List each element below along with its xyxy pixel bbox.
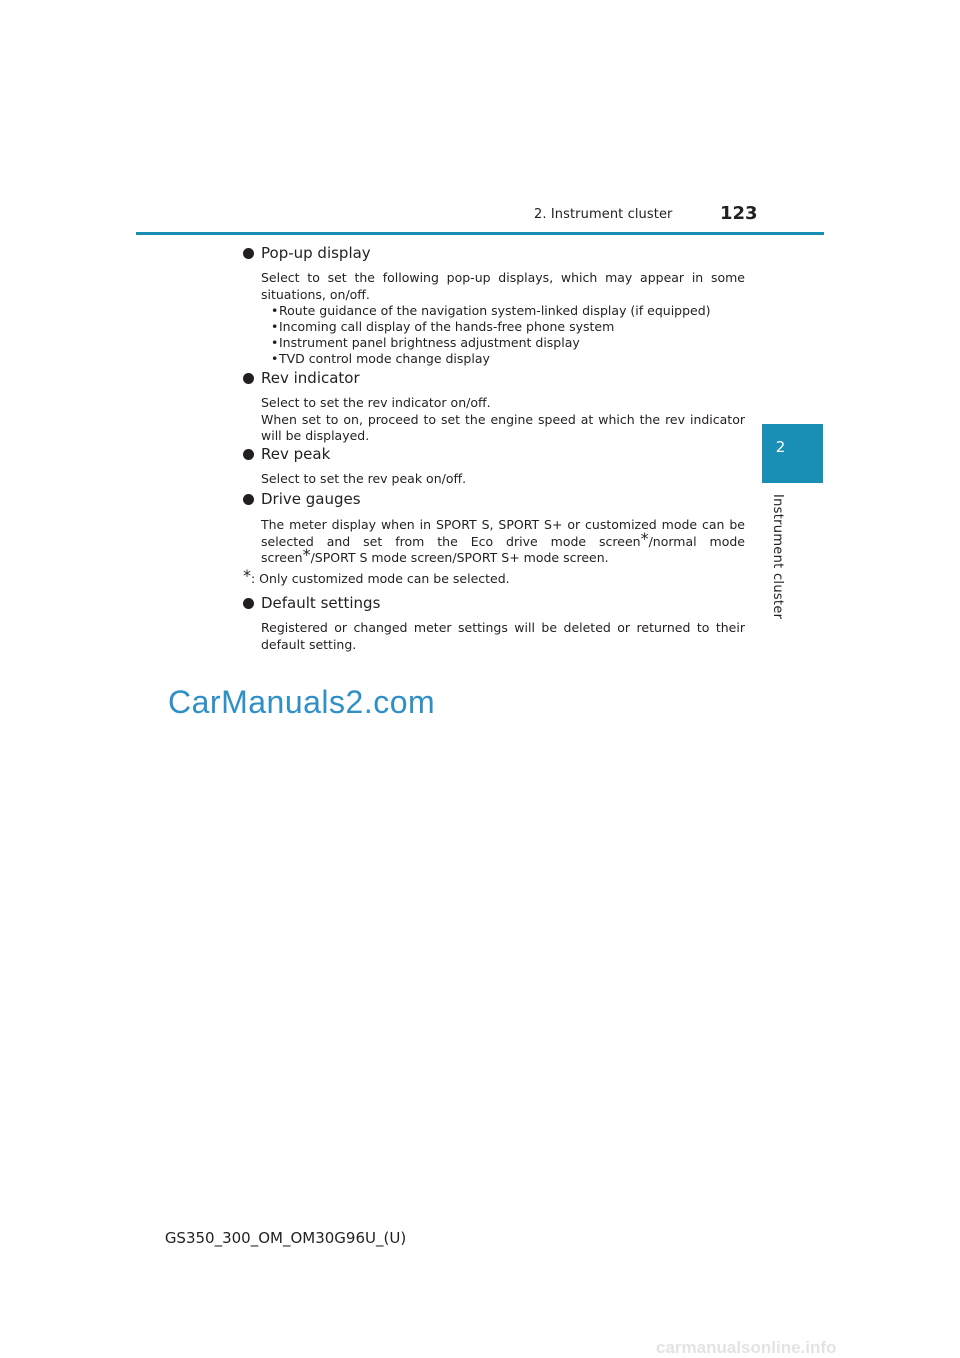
footer-site-watermark: carmanualsonline.info bbox=[656, 1338, 837, 1357]
chapter-tab bbox=[762, 424, 823, 483]
asterisk-marker: * bbox=[302, 545, 311, 564]
section-default-settings bbox=[243, 594, 745, 653]
section-rev-peak bbox=[243, 445, 745, 488]
section-title: Drive gauges bbox=[261, 490, 361, 508]
section-title: Default settings bbox=[261, 594, 381, 612]
bullet-icon bbox=[243, 494, 254, 505]
bullet-icon bbox=[243, 598, 254, 609]
footnote bbox=[243, 566, 510, 587]
bullet-icon bbox=[243, 449, 254, 460]
chapter-tab-number: 2 bbox=[775, 438, 786, 456]
section-text: When set to on, proceed to set the engine speed at which the rev indicator will be displayed. bbox=[261, 411, 745, 443]
section-text-part: The meter display when in SPORT S, SPORT S+ or customized mode can be selected and set from the Eco drive mode screen bbox=[261, 517, 745, 549]
footnote-marker: * bbox=[243, 566, 251, 585]
popup-item-list bbox=[261, 303, 745, 367]
bullet-icon bbox=[243, 373, 254, 384]
section-text: Registered or changed meter settings will be deleted or returned to their default setting. bbox=[261, 620, 745, 652]
asterisk-marker: * bbox=[640, 528, 649, 548]
section-title: Rev indicator bbox=[261, 369, 360, 387]
chapter-tab-label: Instrument cluster bbox=[770, 494, 785, 620]
page-number: 123 bbox=[720, 203, 758, 224]
document-code: GS350_300_OM_OM30G96U_(U) bbox=[164, 1229, 407, 1247]
section-text bbox=[261, 517, 745, 567]
section-text-part: /normal mode screen bbox=[261, 533, 745, 565]
section-text: Select to set the rev peak on/off. bbox=[261, 471, 467, 486]
list-item: • Incoming call display of the hands-free phone system bbox=[271, 319, 745, 335]
list-item: • Route guidance of the navigation system-linked display (if equipped) bbox=[271, 303, 745, 319]
section-title: Rev peak bbox=[261, 445, 331, 463]
bullet-icon bbox=[243, 248, 254, 259]
list-item: • TVD control mode change display bbox=[271, 351, 745, 367]
header-section-title: 2. Instrument cluster bbox=[534, 207, 673, 222]
watermark-logo: CarManuals2.com bbox=[168, 684, 436, 720]
list-item: • Instrument panel brightness adjustment display bbox=[271, 335, 745, 351]
section-rev-indicator bbox=[243, 369, 745, 445]
section-text: Select to set the rev indicator on/off. bbox=[261, 395, 491, 410]
section-text: Select to set the following pop-up displays, which may appear in some situations, on/off. bbox=[261, 270, 745, 302]
section-popup-display bbox=[243, 244, 745, 367]
section-title: Pop-up display bbox=[261, 244, 371, 262]
footnote-text: : Only customized mode can be selected. bbox=[251, 571, 510, 586]
header-divider bbox=[136, 232, 824, 235]
section-text-part: /SPORT S mode screen/SPORT S+ mode screen. bbox=[310, 550, 609, 565]
section-drive-gauges bbox=[243, 490, 745, 567]
